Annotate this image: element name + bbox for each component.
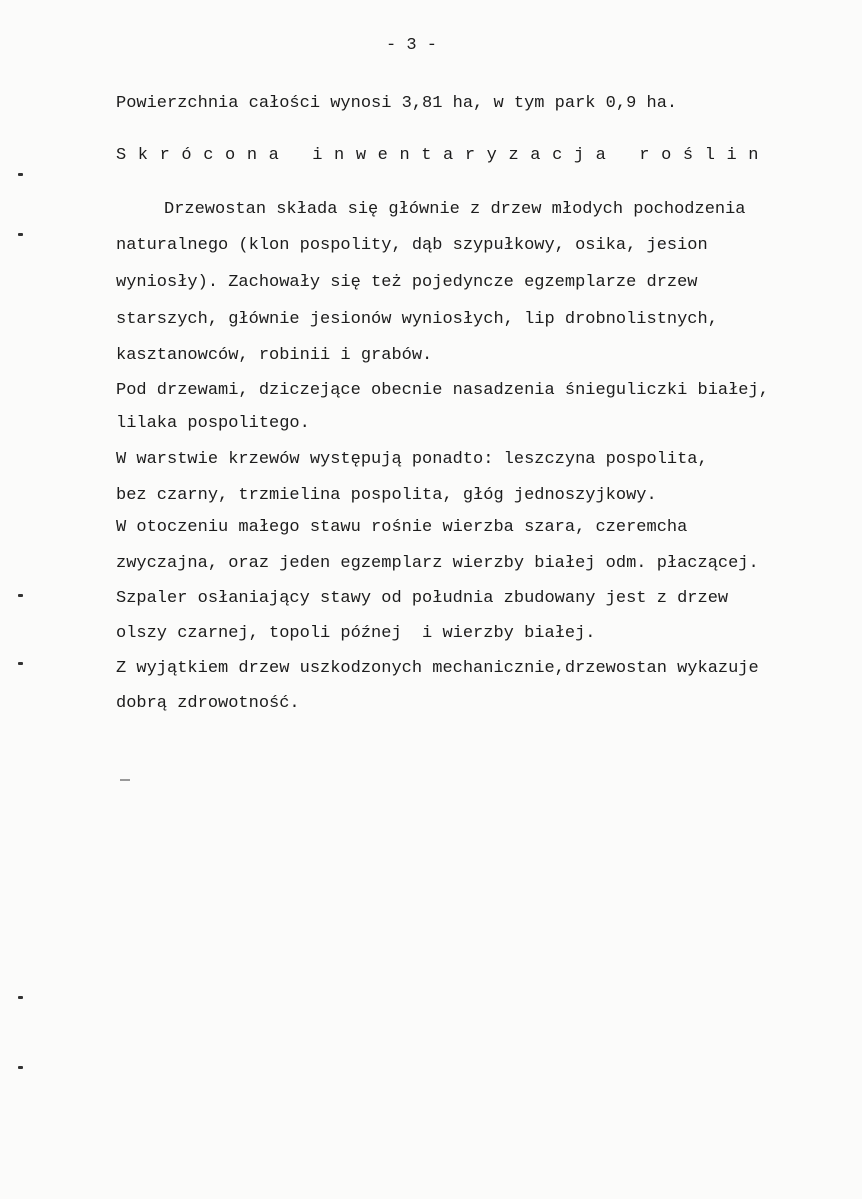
margin-mark [18, 662, 23, 665]
area-summary-line: Powierzchnia całości wynosi 3,81 ha, w tym park 0,9 ha. [116, 94, 678, 113]
body-line: Drzewostan składa się głównie z drzew młodych pochodzenia [164, 200, 746, 219]
body-line: Szpaler osłaniający stawy od południa zbudowany jest z drzew [116, 589, 729, 608]
body-line: kasztanowców, robinii i grabów. [116, 346, 433, 365]
body-line: lilaka pospolitego. [116, 414, 310, 433]
margin-mark [18, 233, 23, 236]
section-heading: S k r ó c o n a i n w e n t a r y z a c j a r o ś l i n [116, 146, 760, 165]
margin-mark [18, 1066, 23, 1069]
body-line: W otoczeniu małego stawu rośnie wierzba szara, czeremcha [116, 518, 688, 537]
body-line: bez czarny, trzmielina pospolita, głóg jednoszyjkowy. [116, 486, 657, 505]
body-line: naturalnego (klon pospolity, dąb szypułkowy, osika, jesion [116, 236, 708, 255]
body-line: W warstwie krzewów występują ponadto: leszczyna pospolita, [116, 450, 708, 469]
body-line: dobrą zdrowotność. [116, 694, 300, 713]
margin-mark [18, 996, 23, 999]
page-number: - 3 - [386, 36, 438, 55]
body-line: Z wyjątkiem drzew uszkodzonych mechanicznie,drzewostan wykazuje [116, 659, 759, 678]
margin-mark [18, 173, 23, 176]
body-line: Pod drzewami, dziczejące obecnie nasadzenia śnieguliczki białej, [116, 381, 769, 400]
margin-mark [18, 594, 23, 597]
body-line: olszy czarnej, topoli późnej i wierzby białej. [116, 624, 596, 643]
body-line: zwyczajna, oraz jeden egzemplarz wierzby białej odm. płaczącej. [116, 554, 759, 573]
body-line: wyniosły). Zachowały się też pojedyncze egzemplarze drzew [116, 273, 698, 292]
body-line: starszych, głównie jesionów wyniosłych, lip drobnolistnych, [116, 310, 718, 329]
stray-mark [120, 779, 130, 781]
